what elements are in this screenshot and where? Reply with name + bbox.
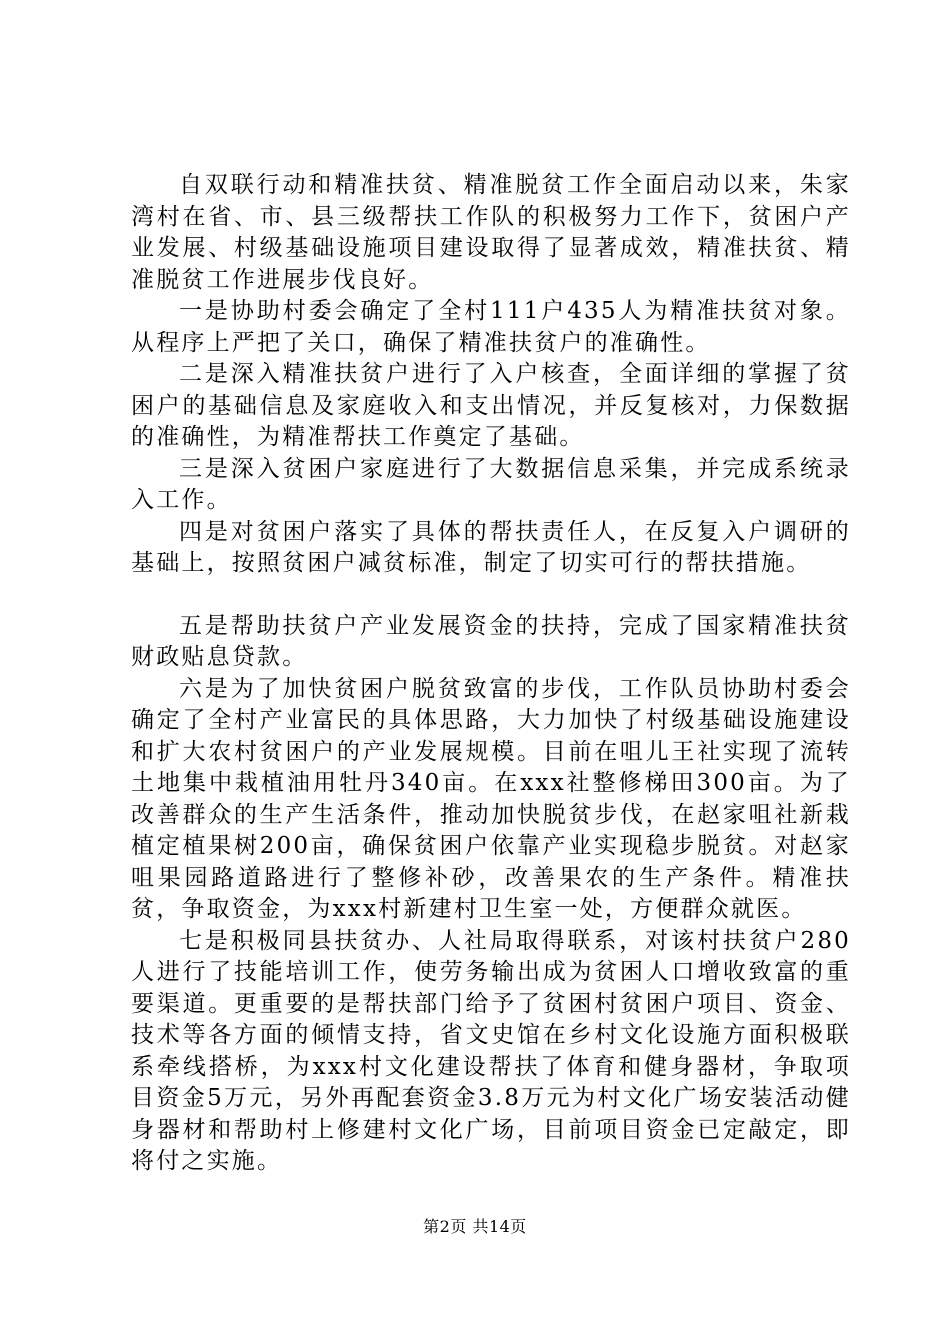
paragraph-3: 三是深入贫困户家庭进行了大数据信息采集，并完成系统录入工作。 [131, 455, 851, 513]
paragraph-1: 一是协助村委会确定了全村111户435人为精准扶贫对象。从程序上严把了关口，确保了精准扶贫户的准确性。 [131, 298, 851, 356]
page-footer [0, 1217, 950, 1237]
page-number-label: 第2页 共14页 [423, 1217, 527, 1236]
paragraph-7: 七是积极同县扶贫办、人社局取得联系，对该村扶贫户280人进行了技能培训工作，使劳务输出成为贫困人口增收致富的重要渠道。更重要的是帮扶部门给予了贫困村贫困户项目、资金、技术等各方面的倾情支持，省文史馆在乡村文化设施方面积极联系牵线搭桥，为xxx村文化建设帮扶了体育和健身器材，争取项目资金5万元，另外再配套资金3.8万元为村文化广场安装活动健身器材和帮助村上修建村文化广场，目前项目资金已定敲定，即将付之实施。 [131, 927, 851, 1174]
paragraph-6: 六是为了加快贫困户脱贫致富的步伐，工作队员协助村委会确定了全村产业富民的具体思路，大力加快了村级基础设施建设和扩大农村贫困户的产业发展规模。目前在咀儿王社实现了流转土地集中栽植油用牡丹340亩。在xxx社整修梯田300亩。为了改善群众的生产生活条件，推动加快脱贫步伐，在赵家咀社新栽植定植果树200亩，确保贫困户依靠产业实现稳步脱贫。对赵家咀果园路道路进行了整修补砂，改善果农的生产条件。精准扶贫，争取资金，为xxx村新建村卫生室一处，方便群众就医。 [131, 675, 851, 922]
paragraph-2: 二是深入精准扶贫户进行了入户核查，全面详细的掌握了贫困户的基础信息及家庭收入和支出情况，并反复核对，力保数据的准确性，为精准帮扶工作奠定了基础。 [131, 361, 851, 450]
paragraph-4: 四是对贫困户落实了具体的帮扶责任人，在反复入户调研的基础上，按照贫困户减贫标准，制定了切实可行的帮扶措施。 [131, 518, 851, 576]
paragraph-5: 五是帮助扶贫户产业发展资金的扶持，完成了国家精准扶贫财政贴息贷款。 [131, 612, 851, 670]
document-body [131, 170, 851, 1178]
paragraph-intro: 自双联行动和精准扶贫、精准脱贫工作全面启动以来，朱家湾村在省、市、县三级帮扶工作队的积极努力工作下，贫困户产业发展、村级基础设施项目建设取得了显著成效，精准扶贫、精准脱贫工作进展步伐良好。 [131, 172, 851, 293]
